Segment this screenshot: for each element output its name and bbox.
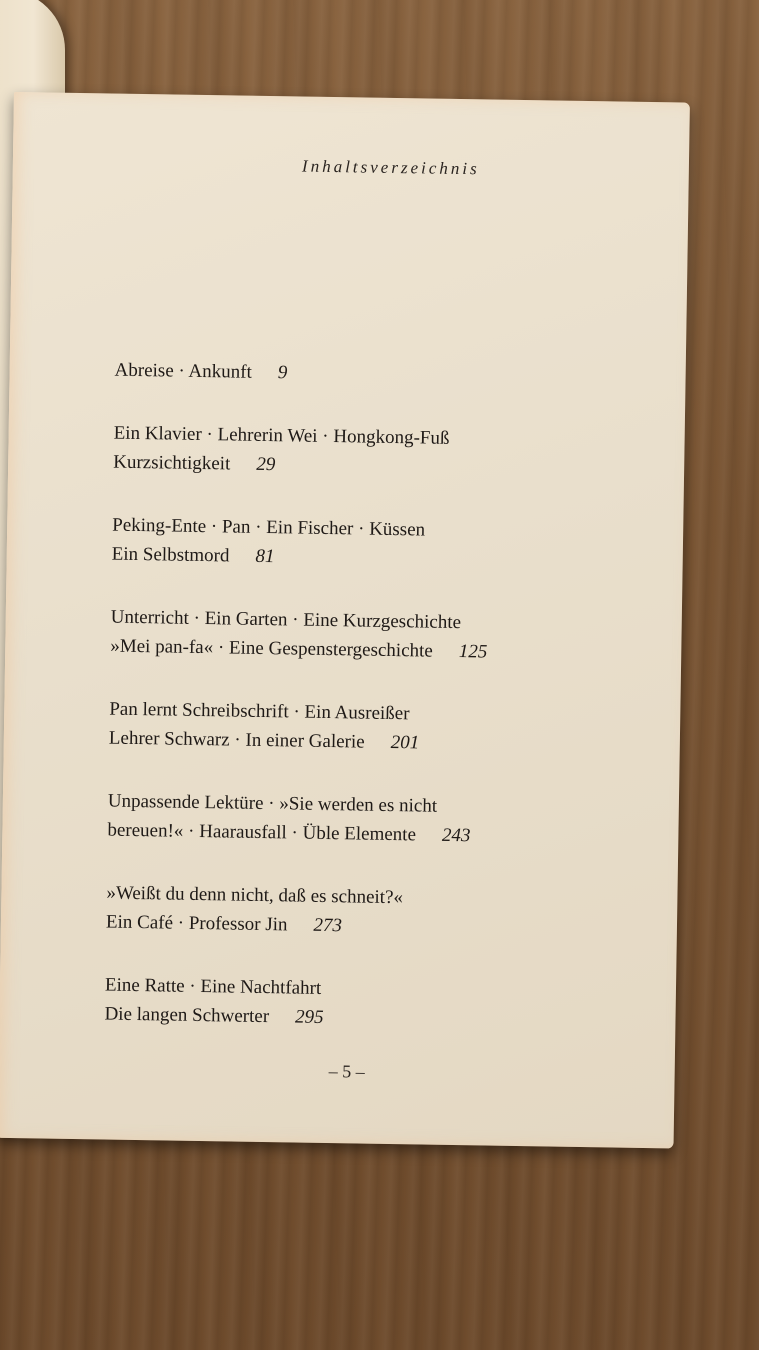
toc-page-number: 81 — [255, 545, 275, 568]
table-of-contents — [104, 356, 635, 1071]
toc-entry — [112, 511, 633, 577]
toc-entry — [104, 971, 625, 1037]
book-page — [0, 92, 690, 1148]
toc-line: Kurzsichtigkeit 29 — [113, 451, 276, 476]
toc-entry — [109, 695, 630, 761]
toc-line: bereuen!« · Haarausfall · Üble Elemente 243 — [107, 819, 471, 847]
toc-entry — [106, 879, 627, 945]
toc-entry — [107, 787, 628, 853]
toc-line: Abreise · Ankunft 9 — [114, 359, 288, 384]
toc-page-number: 9 — [277, 362, 288, 384]
toc-line: Peking-Ente · Pan · Ein Fischer · Küssen — [112, 514, 426, 541]
toc-line: Lehrer Schwarz · In einer Galerie 201 — [108, 727, 420, 754]
toc-entry — [113, 419, 634, 485]
toc-page-number: 29 — [256, 453, 276, 476]
toc-line: Pan lernt Schreibschrift · Ein Ausreißer — [109, 698, 410, 725]
toc-line: Eine Ratte · Eine Nachtfahrt — [104, 974, 322, 999]
toc-line: Unterricht · Ein Garten · Eine Kurzgeschichte — [110, 606, 462, 634]
toc-line: »Mei pan-fa« · Eine Gespenstergeschichte 125 — [110, 635, 488, 663]
toc-line: »Weißt du denn nicht, daß es schneit?« — [106, 882, 404, 909]
toc-line: Ein Klavier · Lehrerin Wei · Hongkong-Fuß — [113, 422, 450, 449]
toc-line: Ein Selbstmord 81 — [111, 543, 275, 568]
toc-entry — [110, 603, 631, 669]
toc-page-number: 295 — [294, 1006, 324, 1028]
toc-line: Unpassende Lektüre · »Sie werden es nicht — [107, 790, 438, 817]
toc-line: Ein Café · Professor Jin 273 — [105, 911, 343, 937]
toc-line: Die langen Schwerter 295 — [104, 1003, 324, 1028]
toc-entry — [114, 356, 634, 393]
page-number-footer: – 5 – — [328, 1061, 365, 1082]
toc-page-number: 243 — [441, 824, 471, 847]
page-header-title: Inhaltsverzeichnis — [301, 156, 480, 179]
toc-page-number: 125 — [458, 641, 488, 663]
toc-page-number: 273 — [313, 914, 343, 937]
toc-page-number: 201 — [390, 731, 420, 754]
